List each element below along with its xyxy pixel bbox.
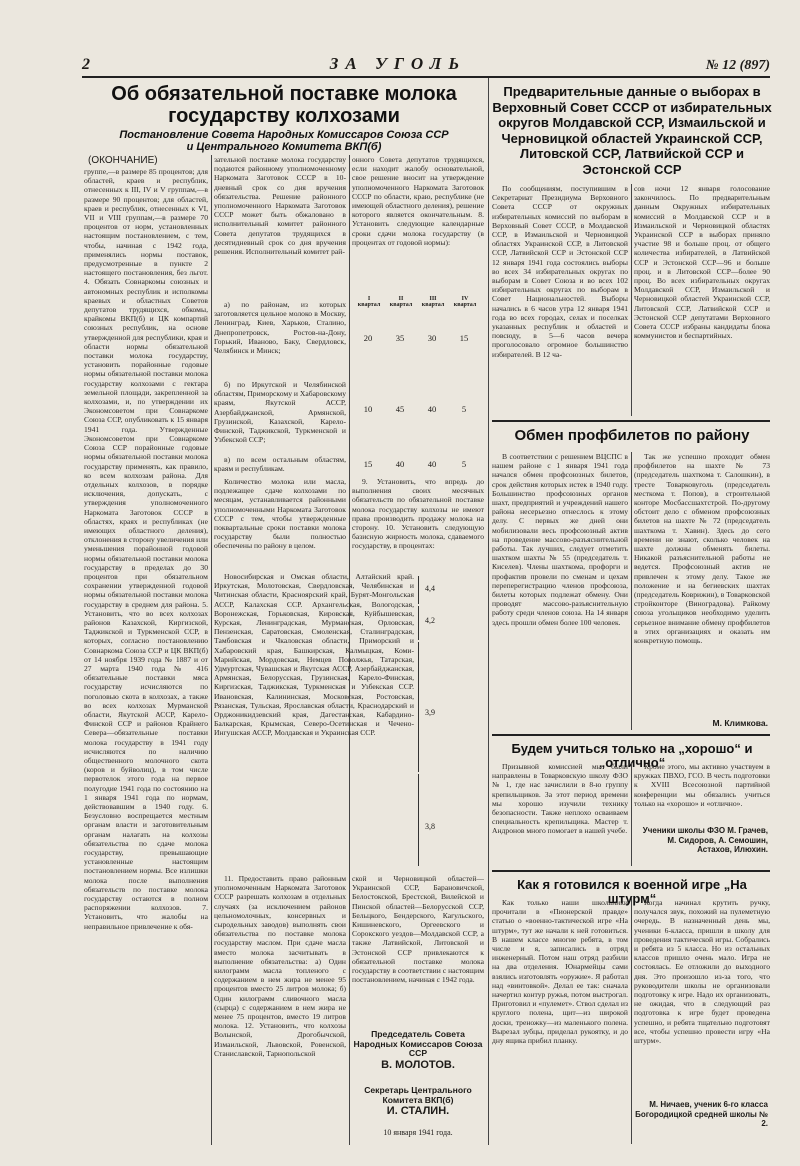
main-col1 xyxy=(84,167,208,1145)
table-cell: 40 xyxy=(395,459,405,469)
main-col3-b xyxy=(352,477,484,569)
study-col1 xyxy=(492,762,628,858)
exchange-col1 xyxy=(492,452,628,730)
table-cell: 15 xyxy=(459,333,469,343)
elections-title: Предварительные данные о выборах в Верховный Совет СССР от избирательных округов Молдавской ССР, Измаильской и Черновицкой областей Украинской ССР, Литовской ССР, Латвийской ССР и Эстонской ССР xyxy=(492,84,772,177)
table-cell: 45 xyxy=(395,404,405,414)
main-article-title-line2: государству колхозами xyxy=(168,105,400,127)
table-cell: 35 xyxy=(395,333,405,343)
game-col2 xyxy=(634,898,770,1096)
table-cell: 10 xyxy=(363,404,373,414)
elections-col2-text: сов ночи 12 января голосование закончилось. По предварительным данным Окружных избирательных комиссий в Молдавской ССР и в Измаильской и Черновицкой областях Украинской ССР в выборах приняло участие 98 и больше проц. от общего количества избирателей, в Латвийской ССР и Эстонской ССР—96 и больше проц. и в Литовской ССР—более 90 проц. Во всех избирательных округах Молдавской ССР, Измаильской и Черновицкой областей Украинской ССР, Литовской ССР, Латвийской ССР и Эстонской ССР депутатами Верховного Совета СССР избраны кандидаты блока коммунистов и беспартийных. xyxy=(634,184,770,341)
table-row xyxy=(352,460,484,472)
masthead xyxy=(82,54,770,74)
continued-label: (ОКОНЧАНИЕ) xyxy=(88,155,158,166)
elections-col2 xyxy=(634,184,770,416)
game-col1-text: Как только наши школьники прочитали в «Пионерской правде» статью о «военно-тактической игре «На штурм», тут же начали к ней готовиться. В нашем классе многие ребята, в том числе и я, записались в отряд инженерный. Потом наш отряд разбили на два отделения. Юнармейцы сами взялись изготовлять «оружие». Я работал над «винтовкой». Делал ее так: сначала начертил контур ружья, потом выстрогал. Приготовил и «пулемет». Ствол сделал из круглого полена, щит—из широкой доски, треножку—из маленького полена. Вырезал зубцы, приделал рукоятку, и до дну ящика прибил планку. xyxy=(492,898,628,1046)
study-col1-text: Призывной комиссией мы были направлены в Товарковскую школу ФЗО № 1, где нас зачислили в 8-ю группу крепильщиков. За этот период времени мы хорошо изучили технику безопасности. Также неплохо осваиваем специальность крепильщика. Мастер т. Андронов много помогает в нашей учебе. xyxy=(492,762,628,836)
region-bracket xyxy=(418,642,419,772)
issue-number: № 12 (897) xyxy=(705,58,770,73)
exchange-col2-text: Так же успешно проходит обмен профбилетов на шахте № 73 (председатель шахткома т. Салошкин), в тресте Товарковуголь (председатель месткома т. Попов), в строительной конторе Мосбассшахтстрой. По-другому обстоит дело с обменом профсоюзных билетов на шахте № 72 (председатель шахткома т. Хавин). Здесь до сего времени не знают, сколько человек на шахте должны обменять билеты. Никакой разъяснительной работы не ведется. Профсоюзный актив не привлечен к этому делу. Такое же положение и на бегиевских шахтах (председатель Коврижин), в Товарковской стройконторе (Виноградова). Райкому союза угольщиков необходимо уделить серьезное внимание обмену профбилетов в этих организациях и оказать им конкретную помощь. xyxy=(634,452,770,646)
table-row-a-text xyxy=(214,300,346,372)
main-col3-top xyxy=(352,155,484,295)
newspaper-name: ЗА УГОЛЬ xyxy=(329,54,467,73)
region-bracket xyxy=(418,606,419,640)
main-col2-c xyxy=(214,874,346,1144)
column-divider xyxy=(211,155,212,1145)
table-header-q2: II квартал xyxy=(389,296,413,308)
main-article-subtitle xyxy=(82,129,486,153)
column-divider xyxy=(631,184,632,416)
table-cell: 40 xyxy=(427,459,437,469)
region-bracket xyxy=(418,774,419,866)
fat-value: 3,8 xyxy=(425,822,435,831)
fat-regions-list xyxy=(214,572,414,872)
column-divider xyxy=(631,452,632,730)
exchange-signature: М. Климкова. xyxy=(712,718,768,728)
game-signature: М. Ничаев, ученик 6-го класса Богородицкой средней школы № 2. xyxy=(635,1100,768,1128)
elections-col1-text: По сообщениям, поступившим в Секретариат Президиума Верховного Совета СССР от окружных избирательных комиссий по выборам в Верховный Совет СССР, в Молдавской ССР, в Измаильской и Черновицкой областях Украинской ССР, в Литовской ССР, Латвийской ССР и Эстонской ССР 12 января 1941 года состоялись выборы во всех 34 избирательных округах по выборам в Совет Союза и во всех 102 избирательных округах по выборам в Совет Национальностей. Выборы начались в 6 часов утра 12 января 1941 года во всех городах, селах и поселках указанных республик и областей и повсюду, в 5—6 часов вечера проголосовало огромное большинство избирателей. В 12 ча- xyxy=(492,184,628,359)
table-cell: 20 xyxy=(363,333,373,343)
fat-value: 3,9 xyxy=(425,708,435,717)
exchange-col1-text: В соответствии с решением ВЦСПС в нашем районе с 1 января 1941 года начался обмен профсоюзных билетов, срок действия которых истек в 1940 году. Большинство профсоюзных органов шахт, предприятий и учреждений нашего района несерьезно отнеслось к этому делу. С первых же дней они мобилизовали весь профсоюзный актив на проведение массово-разъяснительной работы. Так лучших, следует отметить шахтком шахты № 55 (председатель т. Киселев). Члены шахткома, профорги и профактив провели по сменам и цехам переперегистрацию членов профсоюза, билеты которых подлежат обмену. Они проводят массово-разъяснительную работу среди членов союза. На 14 января здесь прошли обмен более 100 человек. xyxy=(492,452,628,627)
table-row-label: а) по районам, из которых заготовляется цельное молоко в Москву, Ленинград, Киев, Харьков, Сталино, Днепропетровск, Ростов-на-Дону, Горький, Иваново, Баку, Свердловск, Челябинск и Минск; xyxy=(214,300,346,356)
column-divider xyxy=(631,762,632,866)
signature-role: Председатель Совета Народных Комиссаров Союза ССР xyxy=(353,1029,483,1058)
decree-date: 10 января 1941 года. xyxy=(383,1128,453,1137)
fat-value: 4,4 xyxy=(425,584,435,593)
table-row xyxy=(352,405,484,417)
table-row xyxy=(352,334,484,346)
main-col3-text: онного Совета депутатов трудящихся, если находит жалобу основательной, свое решение вносит на утверждение уполномоченного Наркомата Заготовок СССР по области, краю, республике (не имеющей областного деления), решение которого является окончательным. 8. Установить следующие календарные сроки сдачи молока государству (в процентах от годовой нормы): xyxy=(352,155,484,247)
main-col1-text: группе,—в размере 85 процентов; для областей, краев и республик, отнесенных к III, IV и V группам,—в размере 90 процентов; для областей, краев и республик, отнесенных к VI, VII и VIII группам,—в размере 70 процентов от норм, установленных настоящим постановлением, с тем, чтобы, начиная с 1942 года, применялись нормы поставок, предусмотренные в пункте 2 настоящего постановления, без льгот. 4. Обязать Совнаркомы союзных и автономных республик и исполкомы краевых и областных Советов депутатов трудящихся, обкомы, крайкомы ВКП(б) и ЦК компартий союзных республик, на основе утвержденной для республики, края и области нормы обязательной поставки молока государству, установить порайонные годовые нормы обязательной поставки молока государству колхозами с гектара земельной площади, закрепленной за колхозами, и, по утверждении их Экономсоветом при Совнаркоме Союза ССР, опубликовать к 15 января 1941 года. Утвержденные Экономсоветом при Совнаркоме Союза ССР порайонные годовые нормы обязательной поставки молока государству применять, как правило, ко всем колхозам района. Для отдельных колхозов, в порядке исключения, допускать, с утверждения уполномоченного Наркомата Заготовок СССР в областях, краях и республиках (не имеющих областного деления), отклонения в сторону увеличения или уменьшения порайонной годовой нормы обязательной поставки молока государству в пределах до 30 процентов при обязательном сохранении утвержденной годовой нормы обязательной поставки молока государству в среднем для района. 5. Установить, что во всех колхозах районов Казахской, Киргизской, Таджикской и Туркменской ССР, в которых, согласно постановлению Совнаркома Союза ССР и ЦК ВКП(б) от 14 ноября 1939 года № 1887 и от 27 марта 1940 года № 416 обязательные поставки мяса государству исчисляются по поголовью скота в колхозах, а также во всех колхозах Мурманской области, Якутской АССР, Карело-Финской ССР и районов Крайнего Севера—обязательные поставки молока государству в 1941 году исчисляются по наличию общественного молочного скота (коров и буйволиц), в том числе первотелок этого года на первое полугодие 1941 года по состоянию на 1 января 1941 года по нормам, действовавшим в 1940 году. 6. Безусловно воспрещается местным органам власти и заготовительным органам налагать на колхозы обязательства по сдаче молока государству, превышающие установленные настоящим постановлением нормы. Все излишки молока после выполнения обязательств по поставке молока государству остаются в полном распоряжении колхозов. 7. Установить, что жалобы на неправильное привлечение к обя- xyxy=(84,167,208,931)
study-col2-text: Кроме этого, мы активно участвуем в кружках ПВХО, ГСО. В честь подготовки к XVIII Всесоюзной партийной конференции мы обязались учиться только на «хорошо» и «отлично». xyxy=(634,762,770,808)
section-divider xyxy=(492,870,770,872)
main-col2-text-c: 11. Предоставить право районным уполномоченным Наркомата Заготовок СССР разрешать колхозам в отдельных случаях (за исключением районов цельномолочных, консервных и сыродельных заводов) выполнять свои обязательства по поставке молока государству маслом. При сдаче масла вместо молока засчитывать в выполнение обязательства: а) Один килограмм масла топленого с содержанием в нем жира не менее 95 процентов вместо 25 литров молока; б) Один килограмм сливочного масла (сырца) с содержанием в нем жира не менее 75 процентов, вместо 19 литров молока. 12. Установить, что колхозы Волынской, Дрогобычской, Измаильской, Львовской, Ровенской, Станиславской, Тарнопольской xyxy=(214,874,346,1058)
table-cell: 5 xyxy=(461,404,467,414)
table-cell: 40 xyxy=(427,404,437,414)
table-row-label: б) по Иркутской и Челябинской областям, Приморскому и Хабаровскому краям, Якутской АССР, Азербайджанской, Армянской, Грузинской, Казахской, Карело-Финской, Таджикской, Туркменской и Узбекской ССР; xyxy=(214,380,346,445)
main-col2-top xyxy=(214,155,346,293)
table-row-b-text xyxy=(214,380,346,452)
section-divider xyxy=(492,734,770,736)
column-divider xyxy=(631,898,632,1144)
main-col2-b xyxy=(214,477,346,569)
table-row-c-text xyxy=(214,455,346,475)
table-header-q1: I квартал xyxy=(357,296,381,308)
region-bracket xyxy=(418,576,419,604)
signature-name: В. МОЛОТОВ. xyxy=(381,1058,455,1071)
signature-stalin xyxy=(352,1086,484,1118)
main-col3-text-c: ской и Черновицкой областей—Украинской ССР, Барановичской, Белостокской, Брестской, Вилейской и Пинской областей—Белорусской ССР, Бельцкого, Бендерского, Кагульского, Кишиневского, Оргеевского и Сорокского уездов—Молдавской ССР, а также Латвийской, Литовской и Эстонской ССР привлекаются к обязательной поставке молока государству в соответствии с настоящим постановлением, начиная с 1942 года. xyxy=(352,874,484,985)
table-cell: 5 xyxy=(461,459,467,469)
study-signature: Ученики школы ФЗО М. Грачев, М. Сидоров, А. Семошин, Астахов, Илюхин. xyxy=(642,826,768,854)
main-article-subtitle-line1: Постановление Совета Народных Комиссаров Союза ССР xyxy=(119,129,449,141)
table-row-label: в) по всем остальным областям, краям и республикам. xyxy=(214,455,346,474)
quarter-table-header xyxy=(352,296,484,320)
main-col2-text: зательной поставке молока государству подаются районному уполномоченному Наркомата Заготовок СССР в 10-дневный срок со дня вручения обязательства. Решение районного уполномоченного Наркомата Заготовок СССР может быть обжаловано в исполнительный комитет районного Совета депутатов трудящихся в десятидневный срок со дня вручения решения. Исполнительный комитет рай- xyxy=(214,155,346,257)
main-article-subtitle-line2: и Центрального Комитета ВКП(б) xyxy=(186,141,382,153)
study-title: Будем учиться только на „хорошо“ и „отлично“ xyxy=(511,741,753,770)
fat-value: 4,2 xyxy=(425,616,435,625)
main-article-title xyxy=(82,83,486,127)
signature-name: И. СТАЛИН. xyxy=(386,1105,450,1117)
table-cell: 15 xyxy=(363,459,373,469)
game-col2-text: Когда начинал крутить ручку, получался звук, похожий на пулеметную очередь. В назначенный день мы, ученики 6-класса, пришли в школу для проведения тактической игры. Собрались и ребята из 5 класса. Но из остальных классов пришло очень мало. Игра не состоялась. Ее отложили до выходного дня. Это произошло из-за того, что руководители школы не организовали подготовку к игре. Надо их организовать, не ожидая, что в следующий раз подготовка к игре будет проведена успешно, и ребята тщательно подготовят все, чтобы успешно провести игру «На штурм». xyxy=(634,898,770,1046)
page-number: 2 xyxy=(82,56,90,73)
table-cell: 30 xyxy=(427,333,437,343)
game-title: Как я готовился к военной игре „На штурм“ xyxy=(517,877,747,906)
signature-molotov xyxy=(352,1030,484,1072)
table-header-q3: III квартал xyxy=(421,296,445,308)
main-col3-text-b: 9. Установить, что впредь до выполнения своих месячных обязательств по обязательной поставке молока государству колхозы не имеют права производить продажу молока на сторону. 10. Установить следующую базисную жирность молока, сдаваемого государству, в процентах: xyxy=(352,477,484,551)
signature-role: Секретарь Центрального Комитета ВКП(б) xyxy=(364,1085,472,1105)
column-divider xyxy=(488,78,489,1145)
exchange-col2 xyxy=(634,452,770,712)
section-divider xyxy=(492,420,770,422)
main-article-title-line1: Об обязательной поставке молока xyxy=(111,83,457,105)
study-col2 xyxy=(634,762,770,826)
table-header-q4: IV квартал xyxy=(453,296,477,308)
masthead-rule xyxy=(82,76,770,78)
elections-col1 xyxy=(492,184,628,416)
fat-regions-text: Новосибирская и Омская области, Алтайский край. Иркутская, Молотовская, Свердловская, Челябинская и Читинская области, Красноярский край, Бурят-Монгольская АССР, Калахская ССР. Архангельская, Вологодская, Воронежская, Горьковская, Кировская, Куйбышевская, Курская, Ленинградская, Мурманская, Орловская, Пензенская, Саратовская, Смоленская, Сталинградская, Тамбовская и Чкаловская области, Приморский и Хабаровский края, Башкирская, Калмыцкая, Коми-Марийская, Мордовская, Немцев Поволжья, Татарская, Удмуртская, Чувашская и Якутская АССР, Азербайджанская, Армянская, Белорусская, Грузинская, Карело-Финская, Киргизская, Таджикская, Туркменская и Узбекская ССР. Ивановская, Калининская, Московская, Ростовская, Рязанская, Тульская, Ярославская области, Краснодарский и Орджоникидзевский края, Дагестанская, Кабардино-Балкарская, Крымская, Северо-Осетинская и Чечено-Ингушская АССР, Молдавская и Украинская ССР. xyxy=(214,572,414,738)
main-col2-text-b: Количество молока или масла, подлежащее сдаче колхозами по месяцам, устанавливается районными уполномоченными Наркомата Заготовок СССР с тем, чтобы утвержденные поквартальные сроки поставки молока государству были полностью обеспечены по району в целом. xyxy=(214,477,346,551)
main-col3-c xyxy=(352,874,484,1016)
exchange-title: Обмен профбилетов по району xyxy=(514,427,750,444)
game-col1 xyxy=(492,898,628,1144)
